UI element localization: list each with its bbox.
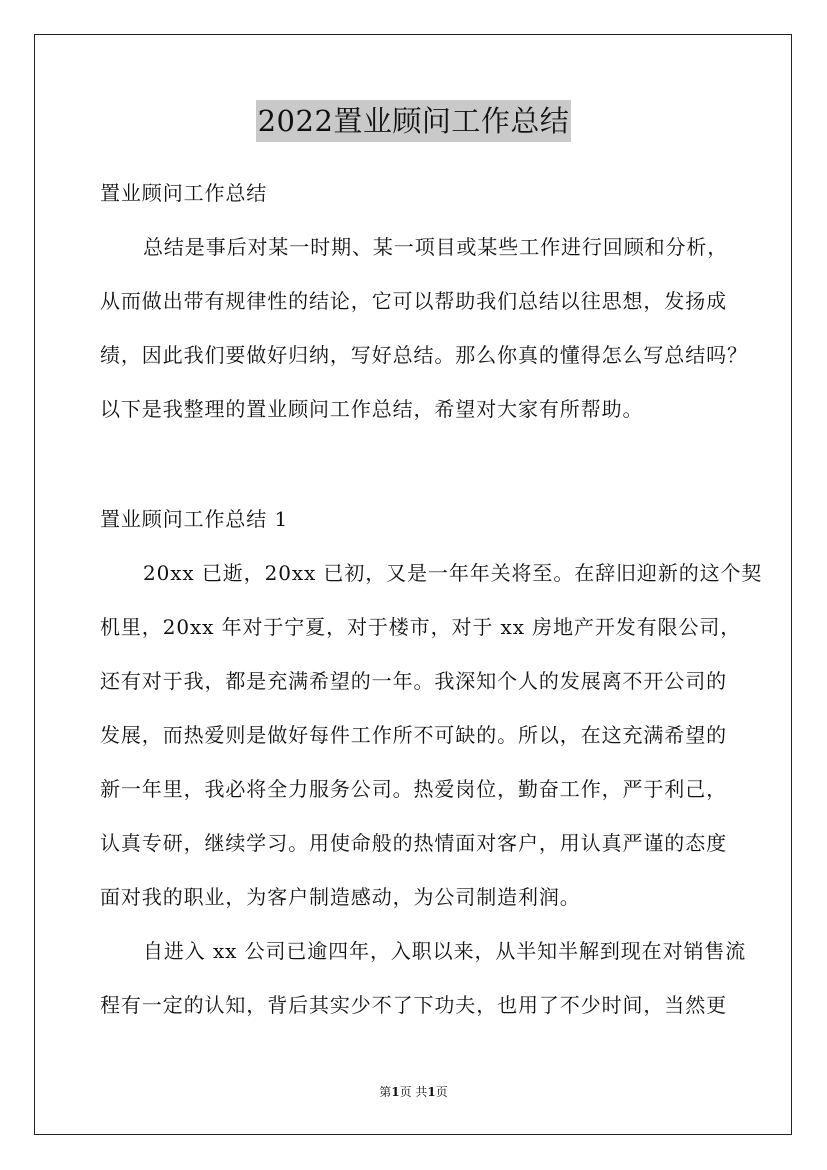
para1-line-3: 还有对于我，都是充满希望的一年。我深知个人的发展离不开公司的 [100, 669, 727, 693]
para2-line-2: 程有一定的认知，背后其实少不了下功夫，也用了不少时间，当然更 [100, 993, 727, 1017]
para1-line-1: 20xx 已逝，20xx 已初，又是一年年关将至。在辞旧迎新的这个契 [143, 561, 763, 585]
intro-line-3: 绩，因此我们要做好归纳，写好总结。那么你真的懂得怎么写总结吗？ [100, 343, 748, 367]
title-container [0, 100, 827, 142]
footer-total-pages: 1 [427, 1085, 436, 1099]
para1-line-6: 认真专研，继续学习。用使命般的热情面对客户，用认真严谨的态度 [100, 831, 727, 855]
page-footer [0, 1084, 827, 1100]
para1-line-2: 机里，20xx 年对于宁夏，对于楼市，对于 xx 房地产开发有限公司， [100, 615, 742, 639]
para1-line-5: 新一年里，我必将全力服务公司。热爱岗位，勤奋工作，严于利己， [100, 777, 727, 801]
para1-line-7: 面对我的职业，为客户制造感动，为公司制造利润。 [100, 885, 581, 909]
para1-line-4: 发展，而热爱则是做好每件工作所不可缺的。所以，在这充满希望的 [100, 723, 727, 747]
intro-line-4: 以下是我整理的置业顾问工作总结，希望对大家有所帮助。 [100, 397, 644, 421]
footer-page-number: 1 [391, 1085, 400, 1099]
footer-page-suffix: 页 共 [399, 1085, 428, 1099]
footer-page-prefix: 第 [379, 1085, 392, 1099]
section-heading-intro: 置业顾问工作总结 [100, 181, 268, 205]
intro-line-2: 从而做出带有规律性的结论，它可以帮助我们总结以往思想，发扬成 [100, 289, 727, 313]
para2-line-1: 自进入 xx 公司已逾四年，入职以来，从半知半解到现在对销售流 [143, 939, 747, 963]
footer-total-suffix: 页 [435, 1085, 448, 1099]
intro-line-1: 总结是事后对某一时期、某一项目或某些工作进行回顾和分析， [143, 235, 729, 259]
document-title: 2022置业顾问工作总结 [256, 100, 572, 142]
section-heading-1: 置业顾问工作总结 1 [100, 507, 289, 531]
